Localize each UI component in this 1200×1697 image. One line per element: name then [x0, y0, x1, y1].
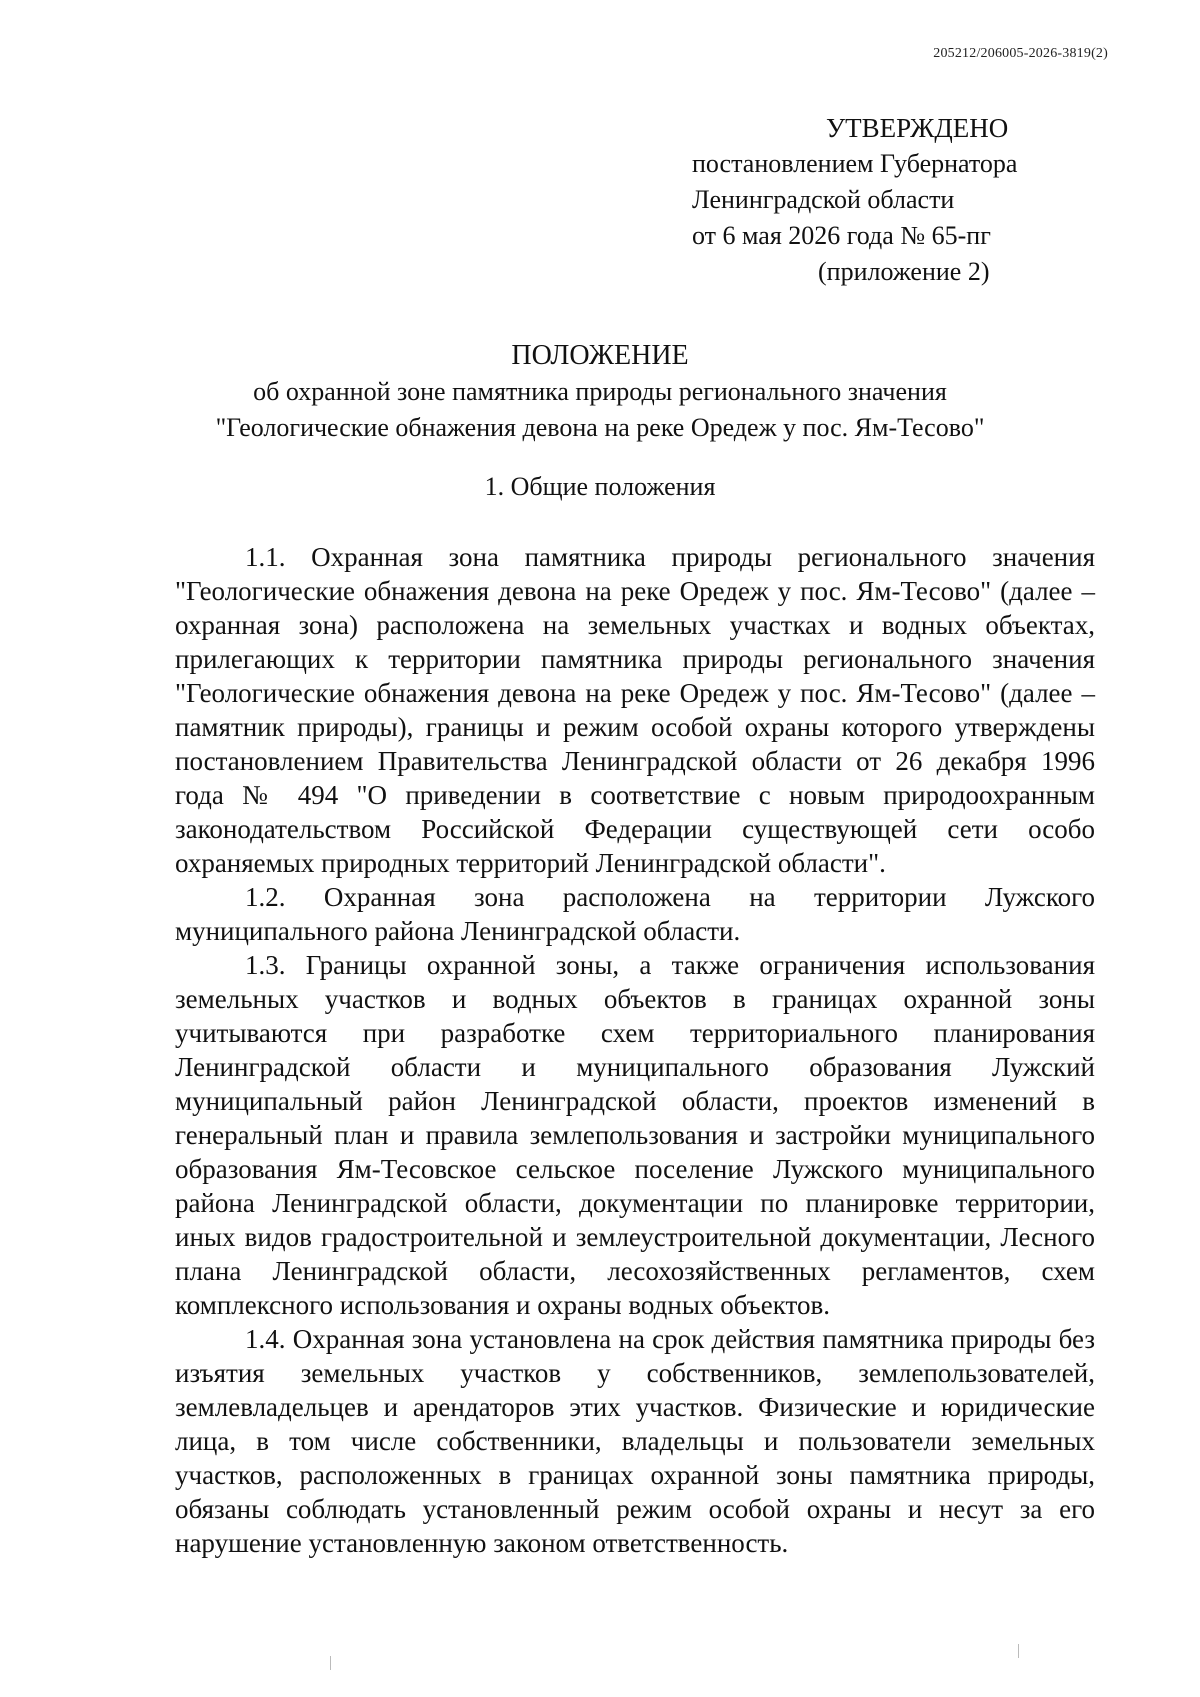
document-number: 205212/206005-2026-3819(2)	[933, 46, 1108, 61]
title-main: ПОЛОЖЕНИЕ	[511, 340, 689, 371]
document-body	[175, 540, 1095, 1560]
title-subtitle-line-1: об охранной зоне памятника природы регионального значения	[253, 377, 947, 406]
scan-artifact-mark	[330, 1656, 331, 1670]
approval-stamp	[692, 110, 1017, 290]
title-subtitle-line-2: "Геологические обнажения девона на реке Оредеж у пос. Ям-Тесово"	[215, 413, 985, 442]
section-title: 1. Общие положения	[484, 472, 716, 501]
paragraph-1-1: 1.1. Охранная зона памятника природы регионального значения "Геологические обнажения девона на реке Оредеж у пос. Ям-Тесово" (далее – охранная зона) расположена на земельных участках и водных объектах, прилегающих к территории памятника природы регионального значения "Геологические обнажения девона на реке Оредеж у пос. Ям-Тесово" (далее – памятник природы), границы и режим особой охраны которого утверждены постановлением Правительства Ленинградской области от 26 декабря 1996 года № 494 "О приведении в соответствие с новым природоохранным законодательством Российской Федерации существующей сети особо охраняемых природных территорий Ленинградской области".	[175, 542, 1095, 878]
paragraph-1-4: 1.4. Охранная зона установлена на срок действия памятника природы без изъятия земельных участков у собственников, землепользователей, землевладельцев и арендаторов этих участков. Физические и юридические лица, в том числе собственники, владельцы и пользователи земельных участков, расположенных в границах охранной зоны памятника природы, обязаны соблюдать установленный режим особой охраны и несут за его нарушение установленную законом ответственность.	[175, 1324, 1095, 1558]
document-title	[0, 338, 1200, 446]
approval-line-3: от 6 мая 2026 года № 65-пг	[692, 221, 991, 250]
approval-line-2: Ленинградской области	[692, 185, 955, 214]
scan-artifact-mark	[1018, 1644, 1019, 1658]
approval-heading: УТВЕРЖДЕНО	[826, 113, 1009, 143]
approval-appendix: (приложение 2)	[818, 257, 990, 286]
paragraph-1-2: 1.2. Охранная зона расположена на территории Лужского муниципального района Ленинградской области.	[175, 882, 1095, 946]
paragraph-1-3: 1.3. Границы охранной зоны, а также ограничения использования земельных участков и водных объектов в границах охранной зоны учитываются при разработке схем территориального планирования Ленинградской области и муниципального образования Лужский муниципальный район Ленинградской области, проектов изменений в генеральный план и правила землепользования и застройки муниципального образования Ям-Тесовское сельское поселение Лужского муниципального района Ленинградской области, документации по планировке территории, иных видов градостроительной и землеустроительной документации, Лесного плана Ленинградской области, лесохозяйственных регламентов, схем комплексного использования и охраны водных объектов.	[175, 950, 1095, 1320]
approval-line-1: постановлением Губернатора	[692, 149, 1018, 178]
